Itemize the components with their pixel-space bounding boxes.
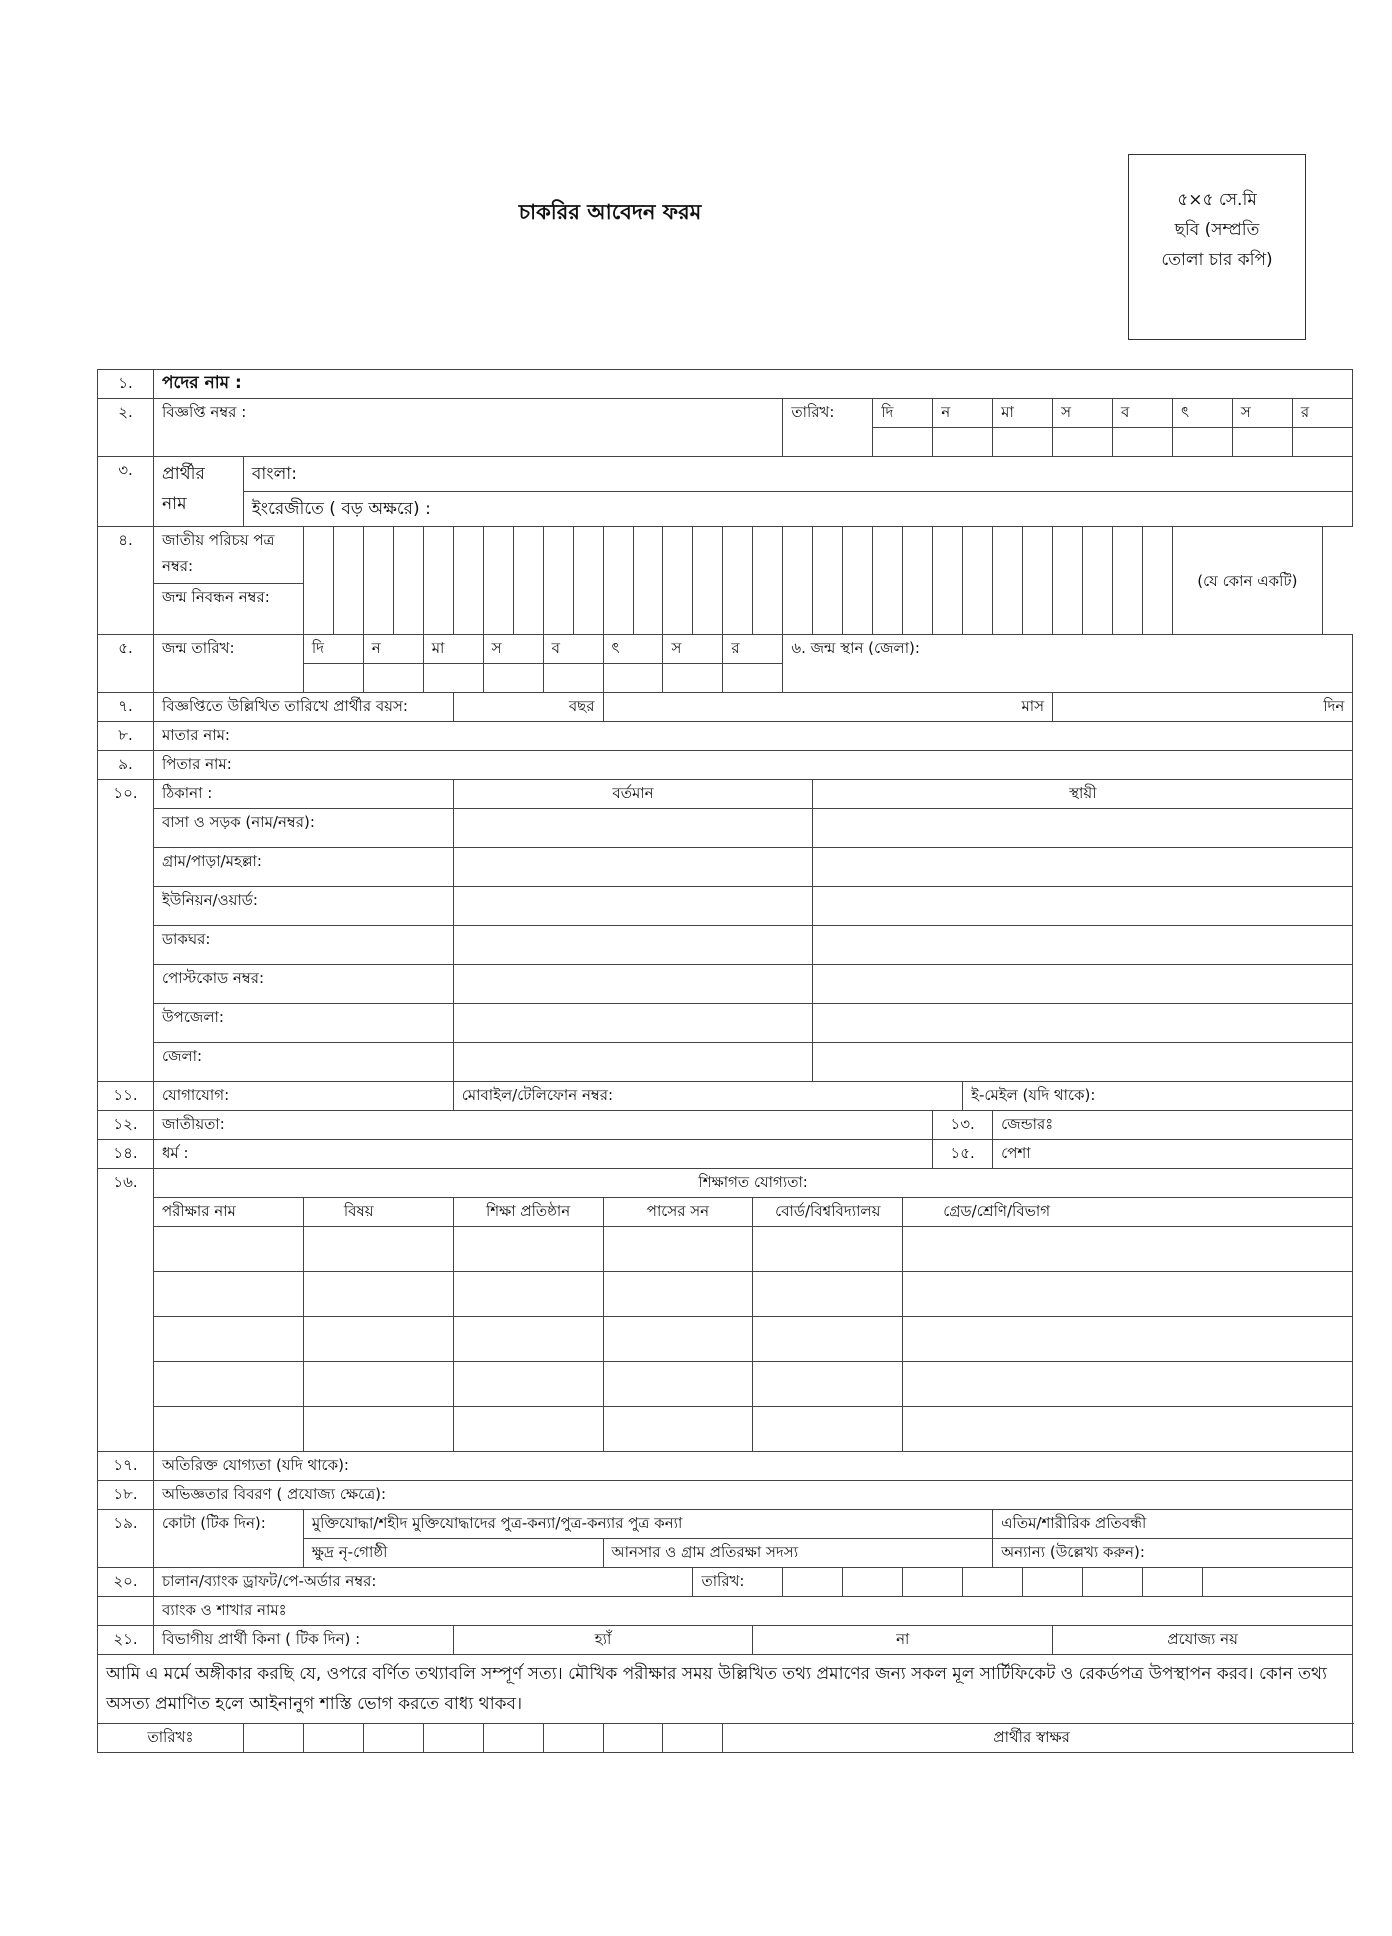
nid-digit-cell[interactable] [573,527,603,635]
education-header-row [98,1198,1353,1227]
quota-label: কোটা (টিক দিন): [154,1510,304,1568]
row-applicant-name [98,457,1353,492]
date-input-cell[interactable] [723,664,783,693]
date-cell-header: র [1292,399,1353,428]
row-number: ৯. [98,751,154,780]
age-days-field[interactable] [1053,693,1353,722]
signature-field[interactable] [723,1724,1353,1753]
row-age [98,693,1353,722]
father-name-field[interactable] [154,751,1353,780]
row-quota [98,1510,1353,1539]
education-cell[interactable] [453,1227,603,1272]
nid-digit-cell[interactable] [903,527,933,635]
gender-field[interactable] [993,1111,1353,1140]
row-number-empty [98,1597,154,1626]
date-input-cell[interactable] [1053,428,1113,457]
age-months-field[interactable] [603,693,1053,722]
name-bangla-field[interactable] [243,457,1352,492]
permanent-address-input[interactable] [813,926,1353,965]
education-cell[interactable] [903,1227,1353,1272]
row-number: ৮. [98,722,154,751]
footer-date-cell[interactable] [243,1724,303,1753]
education-cell[interactable] [903,1317,1353,1362]
education-header: শিক্ষা প্রতিষ্ঠান [453,1198,603,1227]
education-header: পাসের সন [603,1198,753,1227]
education-cell[interactable] [154,1362,304,1407]
present-address-input[interactable] [453,926,813,965]
name-bangla-label: বাংলা: [251,464,297,484]
date-cell-header: মা [423,635,483,664]
education-cell[interactable] [303,1317,453,1362]
row-number: ১১. [98,1082,154,1111]
education-header: গ্রেড/শ্রেণি/বিভাগ [903,1198,1353,1227]
row-birth-date [98,635,1353,664]
circular-number-field[interactable] [154,399,783,457]
row-number: ১. [98,370,154,399]
row-bank [98,1597,1353,1626]
education-row [98,1227,1353,1272]
date-cell-header: ন [933,399,993,428]
education-cell[interactable] [903,1407,1353,1452]
date-input-cell[interactable] [993,428,1053,457]
form-title: চাকরির আবেদন ফরম [518,200,702,224]
education-cell[interactable] [303,1407,453,1452]
address-label: ঠিকানা : [154,780,454,809]
education-cell[interactable] [903,1362,1353,1407]
departmental-option-yes[interactable]: হ্যাঁ [453,1626,753,1655]
nid-digit-cell[interactable] [753,527,783,635]
footer-date-cell[interactable] [483,1724,543,1753]
row-post-name [98,370,1353,399]
declaration-text: আমি এ মর্মে অঙ্গীকার করছি যে, ওপরে বর্ণিত তথ্যাবলি সম্পূর্ণ সত্য। মৌখিক পরীক্ষার সময় উল্লিখিত তথ্য প্রমাণের জন্য সকল মূল সার্টিফিকেট ও রেকর্ডপত্র উপস্থাপন করব। কোন তথ্য অসত্য প্রমাণিত হলে আইনানুগ শাস্তি ভোগ করতে বাধ্য থাকব। [98,1655,1353,1724]
address-row [98,965,1353,1004]
education-cell[interactable] [154,1227,304,1272]
birth-date-label: জন্ম তারিখ: [154,635,304,693]
date-cell-header: ব [1113,399,1173,428]
education-cell[interactable] [753,1272,903,1317]
row-mother-name [98,722,1353,751]
education-cell[interactable] [603,1362,753,1407]
row-number: ১০. [98,780,154,1082]
row-number: ১৫. [933,1140,993,1169]
address-field-label: উপজেলা: [154,1004,454,1043]
date-cell-header: ব [543,635,603,664]
quota-option-freedom-fighter[interactable]: মুক্তিযোদ্ধা/শহীদ মুক্তিযোদ্ধাদের পুত্র-কন্যা/পুত্র-কন্যার পুত্র কন্যা [303,1510,992,1539]
birthplace-field[interactable] [783,635,1353,693]
present-address-input[interactable] [453,1004,813,1043]
additional-qualification-label: অতিরিক্ত যোগ্যতা (যদি থাকে): [162,1456,349,1474]
quota-option-orphan-disabled[interactable]: এতিম/শারীরিক প্রতিবন্ধী [993,1510,1353,1539]
address-field-label: জেলা: [154,1043,454,1082]
nid-digit-cell[interactable] [633,527,663,635]
nationality-label: জাতীয়তা: [162,1115,225,1133]
challan-number-field[interactable] [154,1568,693,1597]
nid-digit-cell[interactable] [723,527,753,635]
nid-digit-cell[interactable] [1023,527,1053,635]
permanent-address-header: স্থায়ী [813,780,1353,809]
quota-option-ansar-vdp[interactable]: আনসার ও গ্রাম প্রতিরক্ষা সদস্য [603,1539,993,1568]
row-father-name [98,751,1353,780]
photo-box[interactable] [1128,154,1306,340]
education-header: বিষয় [303,1198,453,1227]
permanent-address-input[interactable] [813,965,1353,1004]
quota-option-ethnic-minority[interactable]: ক্ষুদ্র নৃ-গোষ্ঠী [303,1539,603,1568]
photo-box-line2: ছবি (সম্প্রতি [1174,220,1260,240]
footer-date-cell[interactable] [663,1724,723,1753]
date-cell-header: দি [873,399,933,428]
education-row [98,1317,1353,1362]
row-nid [98,527,1353,584]
age-label: বিজ্ঞপ্তিতে উল্লিখিত তারিখে প্রার্থীর বয়স: [154,693,454,722]
row-education-title [98,1169,1353,1198]
address-row [98,1043,1353,1082]
present-address-input[interactable] [453,848,813,887]
present-address-header: বর্তমান [453,780,813,809]
address-field-label: পোস্টকোড নম্বর: [154,965,454,1004]
permanent-address-input[interactable] [813,809,1353,848]
education-cell[interactable] [603,1272,753,1317]
departmental-label: বিভাগীয় প্রার্থী কিনা ( টিক দিন) : [154,1626,454,1655]
additional-qualification-field[interactable] [154,1452,1353,1481]
nid-label-line1: জাতীয় পরিচয় পত্র [162,531,275,549]
address-row [98,809,1353,848]
education-cell[interactable] [753,1407,903,1452]
date-input-cell[interactable] [303,664,363,693]
nid-digit-cell[interactable] [693,527,723,635]
address-field-label: বাসা ও সড়ক (নাম/নম্বর): [154,809,454,848]
nid-digit-cell[interactable] [1053,527,1083,635]
bank-branch-label: ব্যাংক ও শাখার নামঃ [162,1601,287,1619]
date-cell-header: স [483,635,543,664]
footer-date-cell[interactable] [423,1724,483,1753]
present-address-input[interactable] [453,965,813,1004]
permanent-address-input[interactable] [813,1043,1353,1082]
date-input-cell[interactable] [873,428,933,457]
row-religion-occupation [98,1140,1353,1169]
name-english-label: ইংরেজীতে ( বড় অক্ষরে) : [251,499,431,519]
religion-field[interactable] [154,1140,933,1169]
date-cell-header: স [1232,399,1292,428]
date-input-cell[interactable] [603,664,663,693]
applicant-name-label [154,457,244,527]
education-cell[interactable] [154,1407,304,1452]
row-number: ৪. [98,527,154,635]
row-number: ৭. [98,693,154,722]
row-number: ১৬. [98,1169,154,1452]
challan-date-cell[interactable] [1083,1568,1143,1597]
row-footer [98,1724,1353,1753]
nid-digit-cell[interactable] [423,527,453,635]
nid-digit-cell[interactable] [873,527,903,635]
date-input-cell[interactable] [423,664,483,693]
row-address-header [98,780,1353,809]
mobile-label: মোবাইল/টেলিফোন নম্বর: [461,1086,614,1104]
applicant-name-label-line2: নাম [162,494,187,514]
nid-label [154,527,304,584]
row-nationality-gender [98,1111,1353,1140]
present-address-input[interactable] [453,1043,813,1082]
bank-branch-field[interactable] [154,1597,1353,1626]
address-field-label: ইউনিয়ন/ওয়ার্ড: [154,887,454,926]
mother-name-field[interactable] [154,722,1353,751]
challan-date-cell[interactable] [783,1568,843,1597]
nid-digit-cell[interactable] [453,527,483,635]
date-cell-header: ৎ [1172,399,1232,428]
education-cell[interactable] [903,1272,1353,1317]
date-input-cell[interactable] [483,664,543,693]
education-cell[interactable] [303,1272,453,1317]
education-cell[interactable] [303,1362,453,1407]
footer-date-cell[interactable] [363,1724,423,1753]
nid-digit-cell[interactable] [813,527,843,635]
photo-box-line1: ৫×৫ সে.মি [1177,190,1257,210]
address-field-label: ডাকঘর: [154,926,454,965]
date-input-cell[interactable] [933,428,993,457]
present-address-input[interactable] [453,887,813,926]
date-input-cell[interactable] [363,664,423,693]
row-number: ১২. [98,1111,154,1140]
date-input-cell[interactable] [663,664,723,693]
row-experience [98,1481,1353,1510]
permanent-address-input[interactable] [813,1004,1353,1043]
birth-reg-label: জন্ম নিবন্ধন নম্বর: [154,584,304,635]
row-departmental [98,1626,1353,1655]
departmental-option-not-applicable[interactable]: প্রযোজ্য নয় [1053,1626,1353,1655]
education-cell[interactable] [154,1317,304,1362]
nid-digit-cell[interactable] [843,527,873,635]
challan-date-cell[interactable] [1142,1568,1202,1597]
education-cell[interactable] [154,1272,304,1317]
name-english-field[interactable] [243,492,1352,527]
nid-digit-cell[interactable] [393,527,423,635]
row-declaration [98,1655,1353,1724]
nid-digit-cell[interactable] [993,527,1023,635]
experience-label: অভিজ্ঞতার বিবরণ ( প্রযোজ্য ক্ষেত্রে): [162,1485,387,1503]
either-one-note: (যে কোন একটি) [1172,527,1322,635]
date-cell-header: র [723,635,783,664]
address-row [98,926,1353,965]
row-number: ২০. [98,1568,154,1597]
father-name-label: পিতার নাম: [162,755,232,773]
circular-date-label: তারিখ: [783,399,873,457]
mother-name-label: মাতার নাম: [162,726,230,744]
applicant-name-label-line1: প্রার্থীর [162,464,205,484]
education-header: বোর্ড/বিশ্ববিদ্যালয় [753,1198,903,1227]
nid-digit-cell[interactable] [663,527,693,635]
row-contact [98,1082,1353,1111]
challan-date-cell[interactable] [1023,1568,1083,1597]
education-cell[interactable] [753,1317,903,1362]
age-years-label: বছর [568,697,595,715]
row-number: ২. [98,399,154,457]
education-row [98,1272,1353,1317]
row-number: ৩. [98,457,154,527]
date-cell-header: দি [303,635,363,664]
address-row [98,848,1353,887]
challan-date-cell[interactable] [963,1568,1023,1597]
birthplace-label: ৬. জন্ম স্থান (জেলা): [791,639,920,657]
education-title: শিক্ষাগত যোগ্যতা: [154,1169,1353,1198]
education-cell[interactable] [303,1227,453,1272]
nid-digit-cell[interactable] [363,527,393,635]
date-input-cell[interactable] [543,664,603,693]
education-cell[interactable] [453,1362,603,1407]
nid-digit-cell[interactable] [333,527,363,635]
mobile-field[interactable] [453,1082,962,1111]
date-input-cell[interactable] [1232,428,1292,457]
nationality-field[interactable] [154,1111,933,1140]
education-cell[interactable] [453,1407,603,1452]
footer-date-cell[interactable] [543,1724,603,1753]
education-cell[interactable] [453,1317,603,1362]
education-cell[interactable] [753,1227,903,1272]
challan-date-cell[interactable] [843,1568,903,1597]
row-number: ১৩. [933,1111,993,1140]
education-cell[interactable] [753,1362,903,1407]
nid-digit-cell[interactable] [1113,527,1143,635]
education-cell[interactable] [603,1227,753,1272]
application-form [97,369,1353,1753]
education-cell[interactable] [453,1272,603,1317]
challan-date-cell[interactable] [1202,1568,1352,1597]
address-row [98,1004,1353,1043]
row-circular-number [98,399,1353,428]
quota-option-others[interactable]: অন্যান্য (উল্লেখ্য করুন): [993,1539,1353,1568]
nid-digit-cell[interactable] [603,527,633,635]
row-challan [98,1568,1353,1597]
education-cell[interactable] [603,1317,753,1362]
row-number: ২১. [98,1626,154,1655]
contact-label: যোগাযোগ: [154,1082,454,1111]
email-field[interactable] [963,1082,1353,1111]
nid-digit-cell[interactable] [513,527,543,635]
education-row [98,1362,1353,1407]
occupation-label: পেশা [1001,1144,1031,1162]
nid-digit-cell[interactable] [1083,527,1113,635]
experience-field[interactable] [154,1481,1353,1510]
post-name-field[interactable] [154,370,1353,399]
challan-date-cell[interactable] [903,1568,963,1597]
nid-digit-cell[interactable] [483,527,513,635]
nid-digit-cell[interactable] [963,527,993,635]
nid-digit-cell[interactable] [933,527,963,635]
occupation-field[interactable] [993,1140,1353,1169]
row-number: ১৯. [98,1510,154,1568]
date-cell-header: ন [363,635,423,664]
nid-digit-cell[interactable] [543,527,573,635]
present-address-input[interactable] [453,809,813,848]
date-cell-header: স [663,635,723,664]
nid-digit-cell[interactable] [1142,527,1172,635]
row-number: ১৮. [98,1481,154,1510]
nid-digit-cell[interactable] [303,527,333,635]
nid-digit-cell[interactable] [783,527,813,635]
footer-date-cell[interactable] [603,1724,663,1753]
address-field-label: গ্রাম/পাড়া/মহল্লা: [154,848,454,887]
date-input-cell[interactable] [1172,428,1232,457]
email-label: ই-মেইল (যদি থাকে): [971,1086,1096,1104]
nid-label-line2: নম্বর: [162,557,194,575]
permanent-address-input[interactable] [813,887,1353,926]
age-days-label: দিন [1323,697,1345,715]
permanent-address-input[interactable] [813,848,1353,887]
religion-label: ধর্ম : [162,1144,189,1162]
address-row [98,887,1353,926]
circular-number-label: বিজ্ঞপ্তি নম্বর : [162,403,247,421]
row-additional-qualification [98,1452,1353,1481]
photo-box-line3: তোলা চার কপি) [1161,250,1273,270]
age-months-label: মাস [1021,697,1045,715]
signature-label: প্রার্থীর স্বাক্ষর [993,1728,1070,1746]
gender-label: জেন্ডারঃ [1001,1115,1054,1133]
education-row [98,1407,1353,1452]
date-cell-header: স [1053,399,1113,428]
row-applicant-name-english [98,492,1353,527]
date-cell-header: মা [993,399,1053,428]
education-header: পরীক্ষার নাম [154,1198,304,1227]
challan-number-label: চালান/ব্যাংক ড্রাফট/পে-অর্ডার নম্বর: [162,1572,377,1590]
date-input-cell[interactable] [1292,428,1353,457]
post-name-label: পদের নাম : [162,373,242,393]
age-years-field[interactable] [453,693,603,722]
row-number: ৫. [98,635,154,693]
challan-date-label: তারিখ: [693,1568,783,1597]
date-input-cell[interactable] [1113,428,1173,457]
education-cell[interactable] [603,1407,753,1452]
date-cell-header: ৎ [603,635,663,664]
row-number: ১৪. [98,1140,154,1169]
footer-date-cell[interactable] [303,1724,363,1753]
footer-date-label: তারিখঃ [98,1724,244,1753]
row-number: ১৭. [98,1452,154,1481]
departmental-option-no[interactable]: না [753,1626,1053,1655]
